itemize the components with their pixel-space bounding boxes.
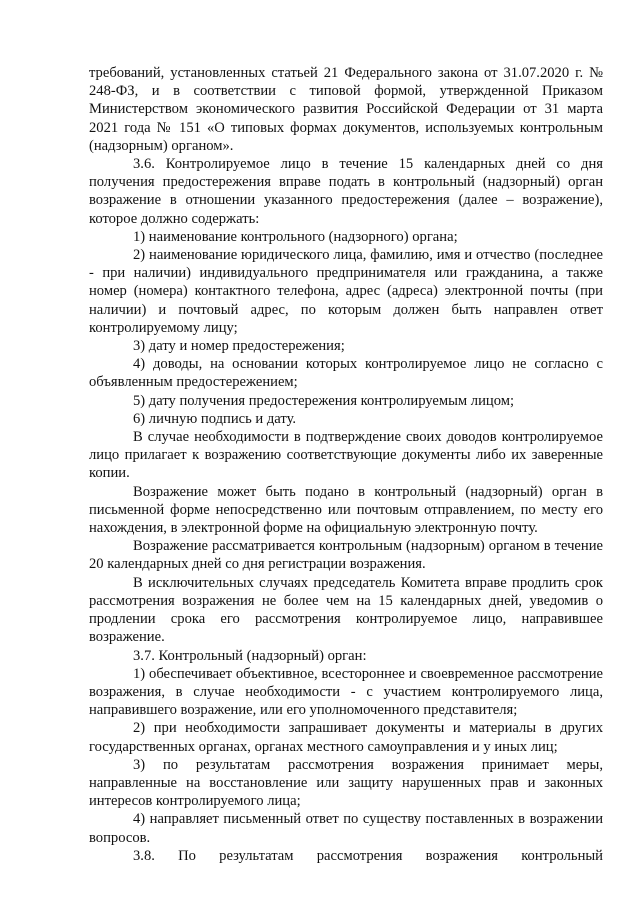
list-item-3-7-3: 3) по результатам рассмотрения возражения принимает меры, направленные на восстановление или защиту нарушенных прав и законных интересов контролируемого лица; (89, 756, 603, 810)
paragraph-section-3-6: 3.6. Контролируемое лицо в течение 15 календарных дней со дня получения предостережения вправе подать в контрольный (надзорный) орган возражение в отношении указанного предостережения (далее – возражение), которое должно содержать: (89, 156, 603, 227)
paragraph-intro-continuation: требований, установленных статьей 21 Федерального закона от 31.07.2020 г. № 248-ФЗ, и в соответствии с типовой формой, утвержденной Приказом Министерством экономического развития Российской Федерации от 31 марта 2021 года № 151 «О типовых формах документов, используемых контрольным (надзорным) органом». (89, 65, 603, 154)
document-body (89, 64, 603, 865)
list-item-3-7-2: 2) при необходимости запрашивает документы и материалы в других государственных органах, органах местного самоуправления и у иных лиц; (89, 720, 603, 755)
list-item-2-applicant-details: 2) наименование юридического лица, фамилию, имя и отчество (последнее - при наличии) индивидуального предпринимателя или гражданина, а также номер (номера) контактного телефона, адрес (адреса) электронной почты (при наличии) и почтовый адрес, по которым должен быть направлен ответ контролируемому лицу; (89, 247, 603, 336)
list-item-1-body-name: 1) наименование контрольного (надзорного) органа; (133, 228, 458, 245)
paragraph-section-3-7: 3.7. Контрольный (надзорный) орган: (133, 647, 367, 664)
list-item-6-signature: 6) личную подпись и дату. (133, 410, 297, 427)
paragraph-extension: В исключительных случаях председатель Комитета вправе продлить срок рассмотрения возражения не более чем на 15 календарных дней, уведомив о продлении срока его рассмотрения контролируемое лицо, направившее возражение. (89, 574, 603, 646)
paragraph-review-period: Возражение рассматривается контрольным (надзорным) органом в течение 20 календарных дней со дня регистрации возражения. (89, 538, 603, 573)
list-item-3-date-number: 3) дату и номер предостережения; (133, 338, 345, 355)
list-item-3-7-4: 4) направляет письменный ответ по существу поставленных в возражении вопросов. (89, 811, 603, 846)
list-item-5-receipt-date: 5) дату получения предостережения контролируемым лицом; (133, 392, 515, 409)
paragraph-section-3-8: 3.8. По результатам рассмотрения возражения контрольный (133, 847, 603, 864)
list-item-4-arguments: 4) доводы, на основании которых контролируемое лицо не согласно с объявленным предостережением; (89, 356, 603, 391)
paragraph-supporting-documents: В случае необходимости в подтверждение своих доводов контролируемое лицо прилагает к возражению соответствующие документы либо их заверенные копии. (89, 429, 603, 482)
paragraph-submission-methods: Возражение может быть подано в контрольный (надзорный) орган в письменной форме непосредственно или почтовым отправлением, по месту его нахождения, в электронной форме на официальную электронную почту. (89, 483, 603, 537)
list-item-3-7-1: 1) обеспечивает объективное, всестороннее и своевременное рассмотрение возражения, в случае необходимости - с участием контролируемого лица, направившего возражение, или его уполномоченного представителя; (89, 665, 603, 719)
